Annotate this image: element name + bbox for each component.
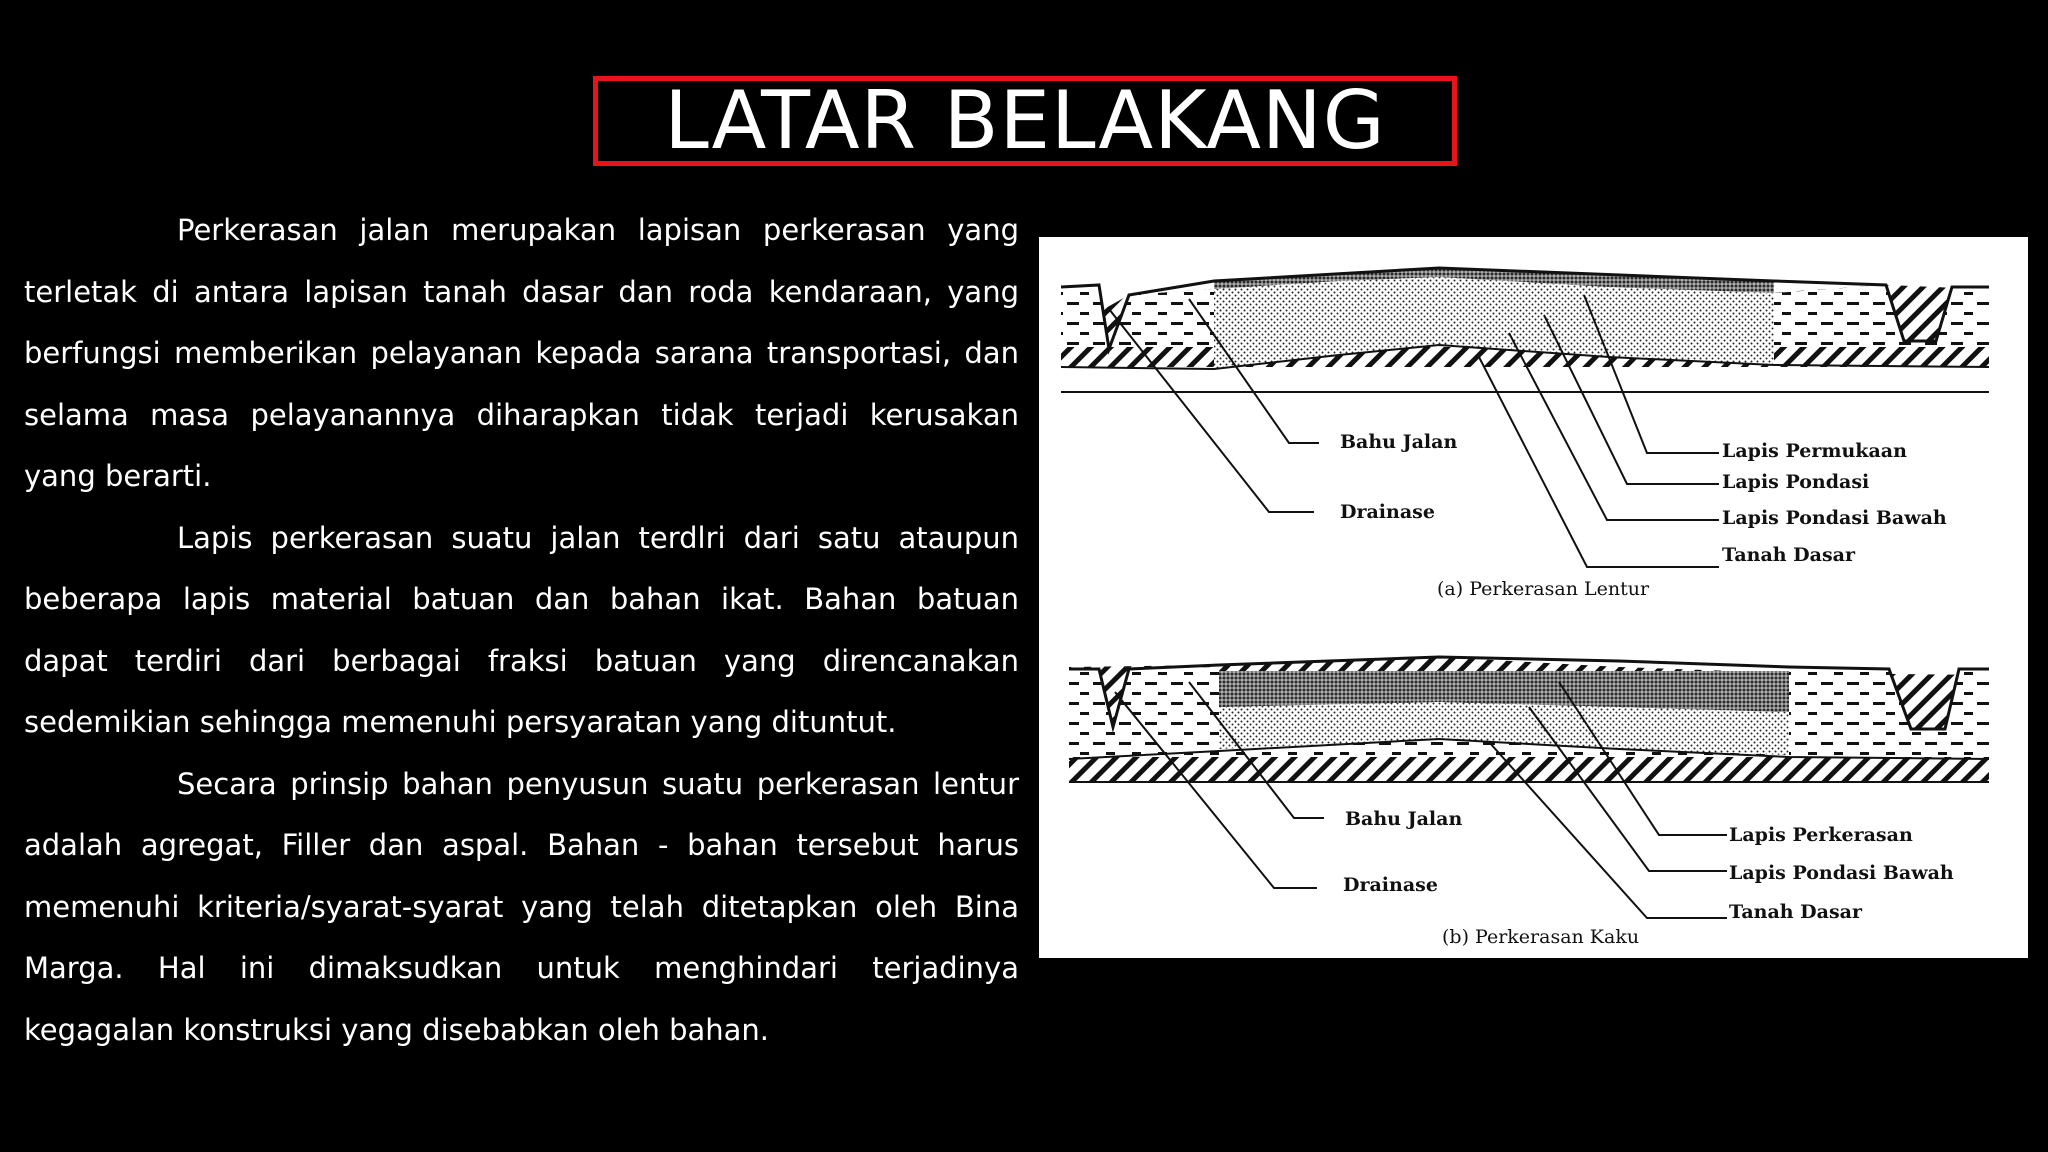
title-box bbox=[593, 76, 1457, 166]
label-tanah-dasar-b: Tanah Dasar bbox=[1729, 901, 1862, 923]
label-bahu-jalan-b: Bahu Jalan bbox=[1345, 808, 1463, 830]
label-drainase-b: Drainase bbox=[1343, 874, 1438, 896]
label-lapis-pondasi: Lapis Pondasi bbox=[1722, 471, 1870, 493]
caption-rigid: (b) Perkerasan Kaku bbox=[1442, 926, 1640, 948]
paragraph-1: Perkerasan jalan merupakan lapisan perkerasan yang terletak di antara lapisan tanah dasar dan roda kendaraan, yang berfungsi memberikan pelayanan kepada sarana transportasi, dan selama masa pelayanannya diharapkan tidak terjadi kerusakan yang berarti. bbox=[24, 213, 1019, 493]
paragraph-3: Secara prinsip bahan penyusun suatu perkerasan lentur adalah agregat, Filler dan aspal. Bahan - bahan tersebut harus memenuhi kriteria/syarat-syarat yang telah ditetapkan oleh Bina Marga. Hal ini dimaksudkan untuk menghindari terjadinya kegagalan konstruksi yang disebabkan oleh bahan. bbox=[24, 766, 1019, 1047]
diagram-flexible bbox=[1061, 268, 1989, 600]
label-lapis-perkerasan: Lapis Perkerasan bbox=[1729, 824, 1913, 846]
label-bahu-jalan-a: Bahu Jalan bbox=[1340, 431, 1458, 453]
label-lapis-pondasi-bawah-a: Lapis Pondasi Bawah bbox=[1722, 507, 1947, 529]
label-lapis-pondasi-bawah-b: Lapis Pondasi Bawah bbox=[1729, 862, 1954, 884]
label-drainase-a: Drainase bbox=[1340, 501, 1435, 523]
body-text bbox=[24, 200, 1019, 1061]
caption-flexible: (a) Perkerasan Lentur bbox=[1437, 578, 1650, 600]
pavement-figure bbox=[1039, 237, 2028, 958]
pavement-diagram bbox=[1039, 237, 2028, 958]
label-lapis-permukaan: Lapis Permukaan bbox=[1722, 440, 1907, 462]
paragraph-2: Lapis perkerasan suatu jalan terdlri dari satu ataupun beberapa lapis material batuan dan bahan ikat. Bahan batuan dapat terdiri dari berbagai fraksi batuan yang direncanakan sedemikian sehingga memenuhi persyaratan yang dituntut. bbox=[24, 520, 1019, 739]
label-tanah-dasar-a: Tanah Dasar bbox=[1722, 544, 1855, 566]
page-title: LATAR BELAKANG bbox=[664, 74, 1386, 167]
diagram-rigid bbox=[1069, 657, 1989, 948]
